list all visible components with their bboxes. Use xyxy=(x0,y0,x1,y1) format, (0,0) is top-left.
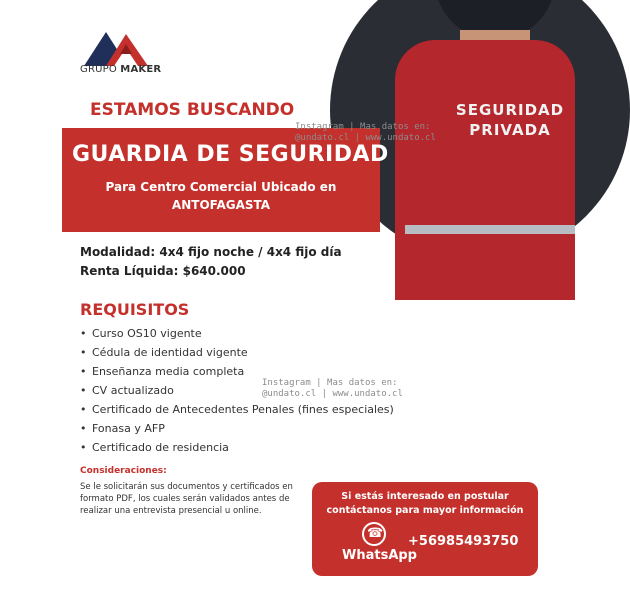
list-item: • Certificado de Antecedentes Penales (fines especiales) xyxy=(80,400,420,419)
contact-prompt-line-1: Si estás interesado en postular xyxy=(341,491,509,502)
reflective-stripe xyxy=(405,225,575,234)
location-line-2: ANTOFAGASTA xyxy=(171,198,271,212)
kicker-text: ESTAMOS BUSCANDO xyxy=(90,100,295,120)
guard-vest xyxy=(395,40,575,300)
watermark-line-1: Instagram | Mas datos en: xyxy=(262,378,398,388)
list-item: • Enseñanza media completa xyxy=(80,362,420,381)
list-item: • Curso OS10 vigente xyxy=(80,324,420,343)
watermark-top xyxy=(295,122,436,144)
list-item: • Fonasa y AFP xyxy=(80,419,420,438)
watermark-line-1: Instagram | Mas datos en: xyxy=(295,122,431,132)
job-location xyxy=(62,178,380,214)
watermark-middle xyxy=(262,378,403,400)
contact-prompt xyxy=(320,490,530,518)
modality-text: Modalidad: 4x4 fijo noche / 4x4 fijo día xyxy=(80,245,342,259)
salary-text: Renta Líquida: $640.000 xyxy=(80,264,246,278)
list-item: • Cédula de identidad vigente xyxy=(80,343,420,362)
vest-line-1: SEGURIDAD xyxy=(455,101,565,119)
vest-line-2: PRIVADA xyxy=(469,121,551,139)
list-item: • CV actualizado xyxy=(80,381,420,400)
watermark-line-2: @undato.cl | www.undato.cl xyxy=(295,133,436,143)
job-title: GUARDIA DE SEGURIDAD xyxy=(72,142,389,167)
considerations-text: Se le solicitarán sus documentos y certificados en formato PDF, los cuales serán validados antes de realizar una entrevista presencial u online. xyxy=(80,482,293,516)
considerations-title: Consideraciones: xyxy=(80,466,167,476)
whatsapp-label[interactable]: WhatsApp xyxy=(342,548,417,563)
phone-number[interactable]: +56985493750 xyxy=(408,534,519,549)
vest-lettering xyxy=(450,100,570,140)
company-name: GRUPO MAKER xyxy=(80,64,162,75)
list-item: • Certificado de residencia xyxy=(80,438,420,457)
location-line-1: Para Centro Comercial Ubicado en xyxy=(105,180,337,194)
contact-box[interactable] xyxy=(312,482,538,576)
contact-prompt-line-2: contáctanos para mayor información xyxy=(326,505,524,516)
requirements-title: REQUISITOS xyxy=(80,300,190,319)
job-poster xyxy=(62,0,565,600)
whatsapp-icon[interactable] xyxy=(362,522,386,546)
watermark-line-2: @undato.cl | www.undato.cl xyxy=(262,389,403,399)
